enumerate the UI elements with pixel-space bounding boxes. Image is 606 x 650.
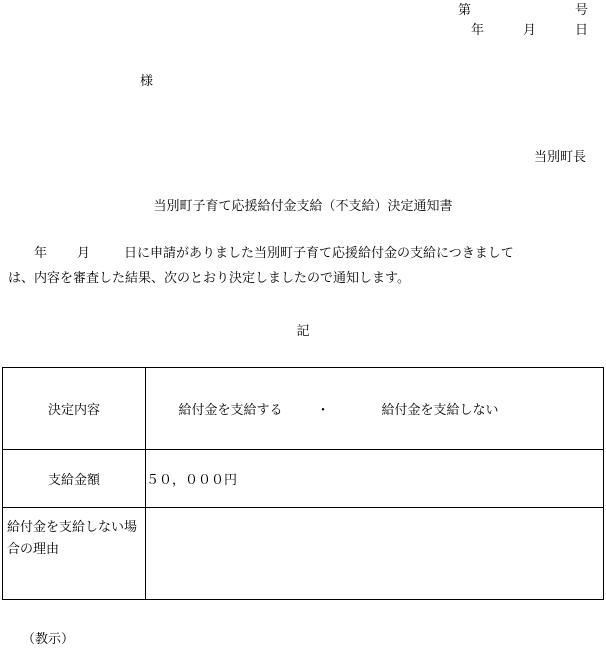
document-header bbox=[0, 0, 606, 40]
document-date-line: 年 月 日 bbox=[470, 22, 588, 37]
row-label-amount: 支給金額 bbox=[3, 450, 146, 508]
row-value-reason bbox=[146, 508, 604, 600]
decision-table bbox=[2, 367, 604, 600]
row-label-decision-content: 決定内容 bbox=[3, 368, 146, 450]
row-value-decision-content bbox=[146, 368, 604, 450]
ki-marker: 記 bbox=[296, 323, 310, 338]
table-row bbox=[3, 368, 604, 450]
choice-separator: ・ bbox=[316, 402, 330, 417]
body-year: 年 bbox=[34, 245, 48, 260]
body-paragraph bbox=[8, 240, 600, 290]
choice-not-pay: 給付金を支給しない bbox=[381, 402, 499, 417]
row-value-amount: ５０，０００円 bbox=[146, 450, 604, 508]
addressee-line: 様 bbox=[140, 73, 154, 88]
table-row bbox=[3, 450, 604, 508]
row-label-reason: 給付金を支給しない場合の理由 bbox=[3, 508, 146, 600]
body-line2: は、内容を審査した結果、次のとおり決定しましたので通知します。 bbox=[8, 270, 410, 285]
issuer-name: 当別町長 bbox=[533, 149, 586, 164]
footer-note: （教示） bbox=[22, 631, 75, 646]
body-month: 月 bbox=[77, 245, 91, 260]
choice-pay: 給付金を支給する bbox=[178, 402, 283, 417]
document-title: 当別町子育て応援給付金支給（不支給）決定通知書 bbox=[153, 198, 453, 213]
document-number-line: 第 号 bbox=[457, 2, 588, 17]
table-row bbox=[3, 508, 604, 600]
body-line1-rest: 日に申請がありました当別町子育て応援給付金の支給につきまして bbox=[124, 245, 514, 260]
